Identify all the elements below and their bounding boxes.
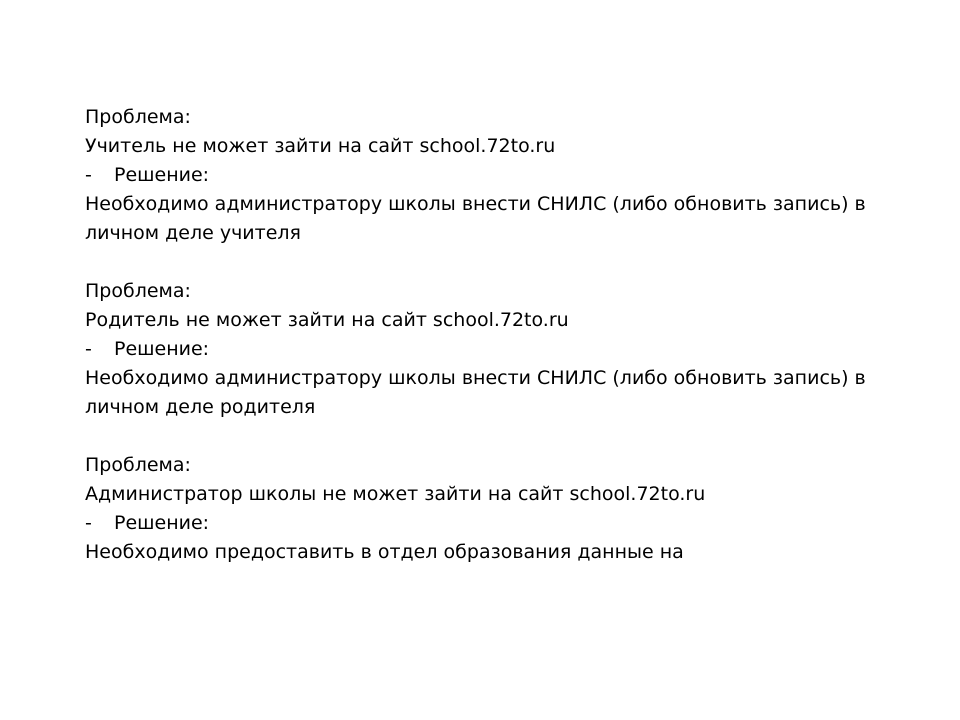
solution-label: Решение: — [114, 338, 210, 360]
document-body — [85, 103, 885, 596]
solution-label-line — [85, 509, 885, 538]
solution-text: Необходимо администратору школы внести СНИЛС (либо обновить запись) в личном деле учителя — [85, 193, 866, 244]
problem-label: Проблема: — [85, 106, 191, 128]
problem-block-parent — [85, 277, 885, 422]
problem-text: Родитель не может зайти на сайт school.72to.ru — [85, 309, 569, 331]
solution-label-line — [85, 161, 885, 190]
solution-label-line — [85, 335, 885, 364]
problem-text: Администратор школы не может зайти на сайт school.72to.ru — [85, 483, 706, 505]
solution-label: Решение: — [114, 512, 210, 534]
problem-block-admin — [85, 451, 885, 567]
problem-label: Проблема: — [85, 280, 191, 302]
list-dash: - — [85, 164, 92, 186]
solution-label: Решение: — [114, 164, 210, 186]
problem-label: Проблема: — [85, 454, 191, 476]
solution-text: Необходимо предоставить в отдел образования данные на — [85, 541, 684, 563]
problem-text: Учитель не может зайти на сайт school.72to.ru — [85, 135, 556, 157]
list-dash: - — [85, 338, 92, 360]
problem-block-teacher — [85, 103, 885, 248]
list-dash: - — [85, 512, 92, 534]
solution-text: Необходимо администратору школы внести СНИЛС (либо обновить запись) в личном деле родителя — [85, 367, 866, 418]
